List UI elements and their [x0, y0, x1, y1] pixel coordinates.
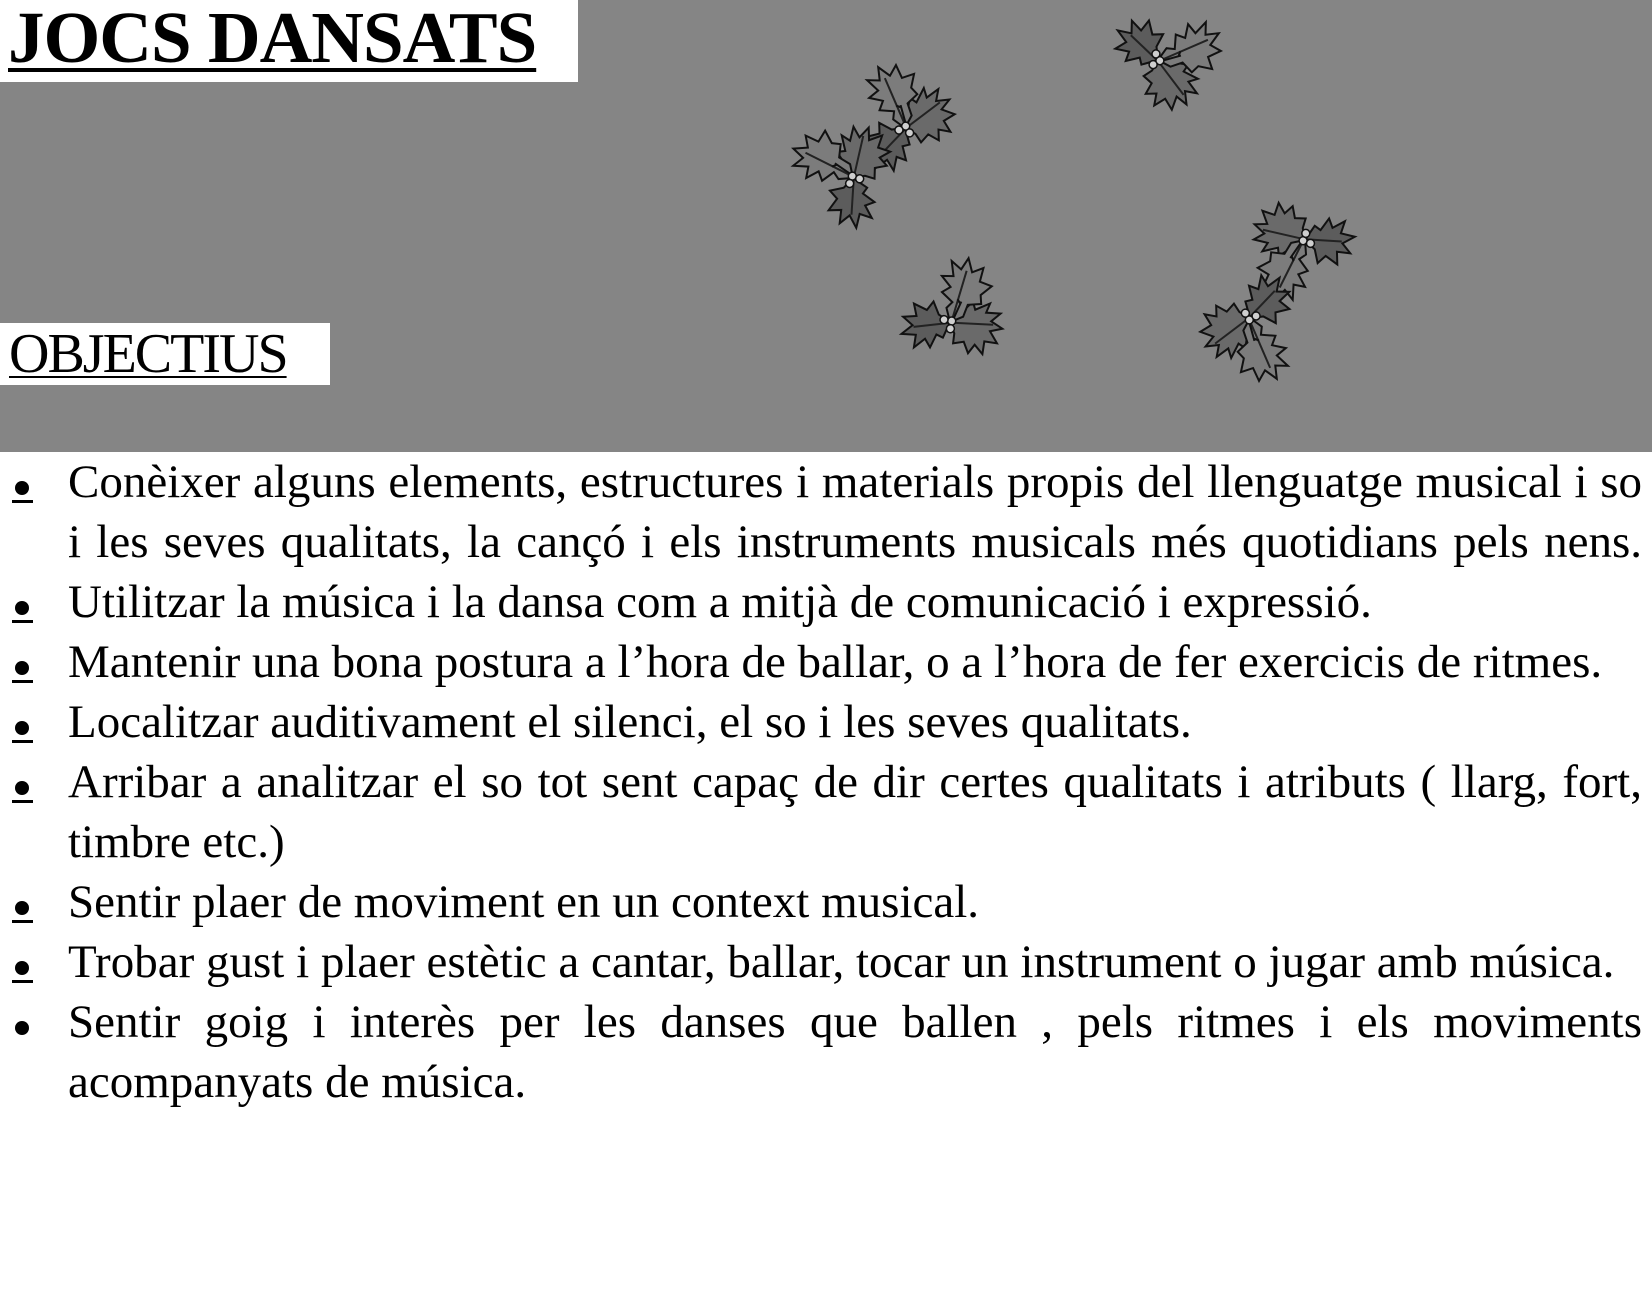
list-item — [0, 872, 1652, 932]
section-heading: OBJECTIUS — [9, 323, 287, 385]
objective-text: Utilitzar la música i la dansa com a mitjà de comunicació i expressió. — [68, 576, 1372, 628]
objective-text: Localitzar auditivament el silenci, el so i les seves qualitats. — [68, 696, 1192, 748]
objective-text: Sentir plaer de moviment en un context musical. — [68, 876, 980, 928]
list-item — [0, 932, 1652, 992]
objective-text: Mantenir una bona postura a l’hora de ballar, o a l’hora de fer exercicis de ritmes. — [68, 636, 1603, 688]
objective-text: Arribar a analitzar el so tot sent capaç de dir certes qualitats i atributs ( llarg, fort, timbre etc.) — [68, 756, 1642, 868]
holly-leaves-icon — [1098, 0, 1229, 120]
list-item — [0, 572, 1652, 632]
holly-decoration — [0, 0, 1652, 452]
list-item — [0, 692, 1652, 752]
objectives-list — [0, 452, 1652, 1112]
list-item — [0, 992, 1652, 1112]
bullet-icon — [9, 872, 35, 932]
bullet-icon — [9, 452, 35, 512]
header-banner — [0, 0, 1652, 452]
bullet-icon — [9, 932, 35, 992]
bullet-icon — [9, 692, 35, 752]
bullet-icon — [9, 992, 35, 1052]
bullet-icon — [9, 752, 35, 812]
objective-text: Sentir goig i interès per les danses que ballen , pels ritmes i els moviments acompanyats de música. — [68, 996, 1642, 1108]
page-title: JOCS DANSATS — [8, 0, 537, 78]
bullet-icon — [9, 632, 35, 692]
objective-text: Conèixer alguns elements, estructures i materials propis del llenguatge musical i so i les seves qualitats, la cançó i els instruments musicals més quotidians pels nens. — [68, 456, 1642, 568]
bullet-icon — [9, 572, 35, 632]
list-item — [0, 452, 1652, 572]
holly-leaves-icon — [882, 249, 1020, 384]
list-item — [0, 752, 1652, 872]
list-item — [0, 632, 1652, 692]
objective-text: Trobar gust i plaer estètic a cantar, ballar, tocar un instrument o jugar amb música. — [68, 936, 1615, 988]
